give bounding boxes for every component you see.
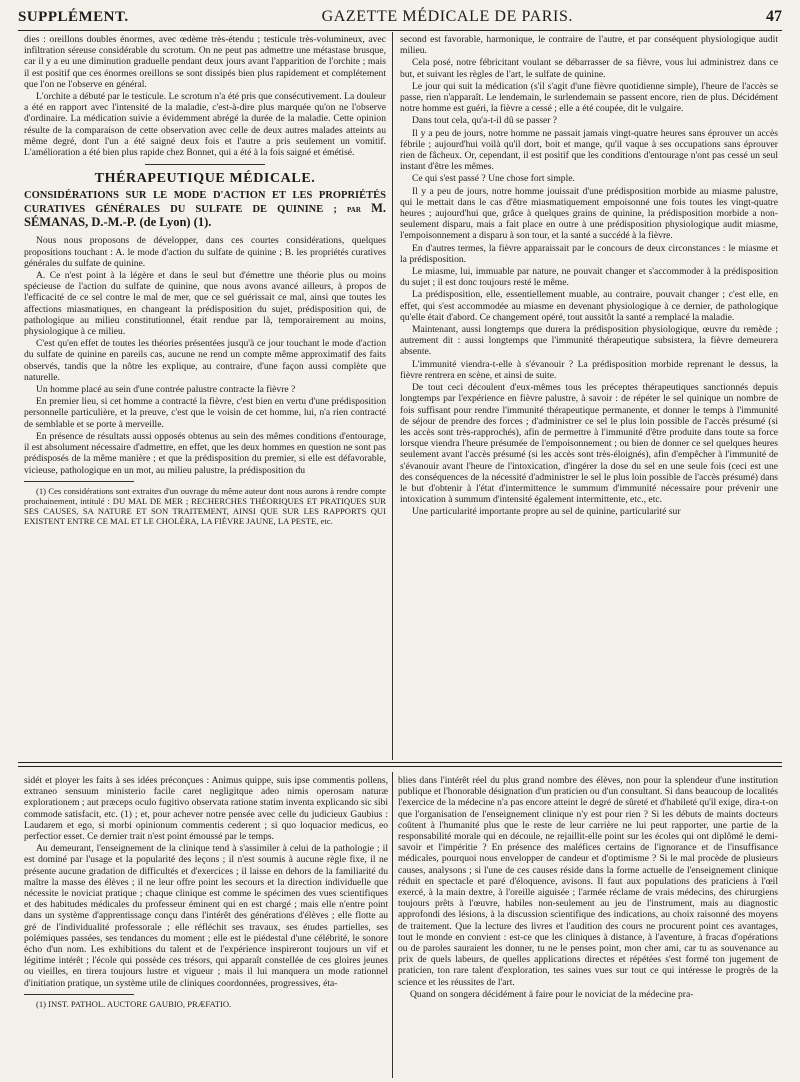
paragraph: De tout ceci découlent d'eux-mêmes tous les préceptes thérapeutiques sanctionnés depuis longtemps par l'expérience en fièvre palustre, à savoir : de répéter le sel quinique un nombre de fois suffisant pour rendre l'immunité thérapeutique permanente, et donner le temps à l'immunité de séjour de prendre des forces ; d'administrer ce sel le plus loin possible de l'accès présumé (si les accès sont très-rapprochés), afin de permettre à l'immunité d'être produite dans toute sa force lorsque viendra l'heure présumée de l'empoisonnement ; ou bien de donner ce sel quelques heures seulement avant l'accès présumé (si les accès sont très-éloignés), afin d'empêcher à l'immunité de s'évanouir avant l'heure de l'intoxication, d'ingérer la dose du sel en une seule fois (ceci est une des conséquences de la nécessité d'administrer le sel le plus loin possible de l'accès présumé) dans le but d'obtenir à l'état d'intermittence le summum d'immunité nécessaire pour prévenir une intoxication à summum d'intensité également intermittente, etc., etc.	[400, 382, 778, 506]
footnote-rule	[24, 481, 134, 482]
section-title: THÉRAPEUTIQUE MÉDICALE.	[94, 171, 316, 187]
paragraph: Une particularité importante propre au sel de quinine, particularité sur	[412, 506, 681, 518]
paragraph: En présence de résultats aussi opposés obtenus au sein des mêmes conditions d'entourage, il est absolument nécessaire d'admettre, en effet, que les deux hommes en question ne sont pas prédisposés de la même manière ; et que la prédisposition du premier, si elle est défavorable, vicieuse, pathologique en un mot, au milieu palustre, la prédisposition du	[24, 430, 386, 476]
paragraph: Quand on songera décidément à faire pour le noviciat de la médecine pra-	[410, 988, 694, 1000]
column-divider-lower	[392, 772, 393, 1078]
paragraph: En d'autres termes, la fièvre apparaissait par le concours de deux circonstances : le miasme et la prédisposition.	[400, 242, 778, 265]
lower-left-column	[24, 775, 388, 1075]
paragraph: La prédisposition, elle, essentiellement muable, au contraire, pouvait changer ; c'est elle, en effet, qui s'est accommodée au miasme en devenant physiologique à ce dernier, de pathologique qu'elle était d'abord. Ce changement opéré, tout aussitôt la santé a remplacé la maladie.	[400, 289, 778, 323]
paragraph: L'orchite a débuté par le testicule. Le scrotum n'a été pris que consécutivement. La douleur a été en rapport avec l'intensité de la maladie, c'est-à-dire plus marquée qu'on ne l'observe d'ordinaire. La médication suivie a évidemment abrégé la durée de la maladie. Cette opinion résulte de la comparaison de cette observation avec celle de deux autres malades atteints au même degré, dont l'un a été saigné deux fois et l'autre a pris seulement un vomitif. L'amélioration a été bien plus rapide chez Bonnet, qui a été à la fois saigné et émétisé.	[24, 91, 386, 159]
paragraph: second est favorable, harmonique, le contraire de l'autre, et par conséquent physiologique audit milieu.	[400, 34, 778, 57]
paragraph: L'immunité viendra-t-elle à s'évanouir ? La prédisposition morbide reprenant le dessus, la fièvre rentrera en scène, et ainsi de suite.	[400, 358, 778, 381]
footnote: (1) Ces considérations sont extraites d'un ouvrage du même auteur dont nous aurons à rendre compte prochainement, intitulé : DU MAL DE MER ; RECHERCHES THÉORIQUES ET PRATIQUES SUR SES CAUSES, SA NATURE ET SON TRAITEMENT, AINSI QUE SUR LES RAPPORTS QUI EXISTENT ENTRE CE MAL ET LE CHOLÉRA, LA FIÈVRE JAUNE, LA PESTE, etc.	[24, 485, 386, 526]
header-page-number: 47	[765, 8, 782, 25]
paragraph: Ce qui s'est passé ? Une chose fort simple.	[412, 173, 575, 185]
lower-right-column	[398, 775, 778, 1075]
footnote: (1) INST. PATHOL. AUCTORE GAUBIO, PRÆFATIO.	[36, 998, 232, 1009]
page-header	[18, 8, 782, 31]
column-divider-upper	[392, 32, 393, 760]
paragraph: Cela posé, notre fébricitant voulant se débarrasser de sa fièvre, vous lui administrez dans ce but, et suivant les règles de l'art, le sulfate de quinine.	[400, 57, 778, 80]
section-divider	[18, 762, 782, 767]
header-supplement: SUPPLÉMENT.	[18, 9, 129, 25]
article-author: M. SÉMANAS, D.-M.-P. (de Lyon) (1).	[24, 201, 386, 230]
paragraph: C'est qu'en effet de toutes les théories présentées jusqu'à ce jour touchant le mode d'action du sulfate de quinine en pareils cas, aucune ne rend un compte même approximatif des faits observés, tandis que la nôtre les explique, au contraire, d'une façon aussi complète que naturelle.	[24, 338, 386, 383]
paragraph: Au demeurant, l'enseignement de la clinique tend à s'assimiler à celui de la pathologie ; il est dominé par l'usage et la popularité des leçons ; il n'est soumis à aucune règle fixe, il ne présente aucune gradation de difficultés et d'exercices ; il laisse en dehors de la familiarité du maître la masse des élèves ; il ne leur offre point les secours et la direction individuelle que nécessite le noviciat pratique ; chaque clinique est comme le spécimen des vues scientifiques et des habitudes médicales du professeur éminent qui en est chargé ; mais elle n'entre point dans un système d'apprentissage conçu dans l'intérêt des générations d'élèves ; elle flotte au gré de l'individualité professorale ; elle réfléchit ses travaux, ses études partielles, ses polémiques passées, ses tendances du moment ; elle est le piédestal d'une célébrité, le sonore écho d'un nom. Les exhibitions du talent et de l'expérience inspireront toujours un vif et légitime intérêt ; l'école qui possède ces trésors, qui apparaît constellée de ces gloires jeunes ou vieilles, en tirera toujours lustre et vigueur ; mais il lui manquera un mode rationnel d'initiation pratique, un système utile de cliniques coordonnées, progressives, éta-	[24, 843, 388, 989]
upper-right-column	[400, 34, 778, 758]
paragraph: Nous nous proposons de développer, dans ces courtes considérations, quelques propositions touchant : A. le mode d'action du sulfate de quinine ; B. les propriétés curatives générales du sulfate de quinine.	[24, 235, 386, 269]
paragraph: Maintenant, aussi longtemps que durera la prédisposition physiologique, œuvre du remède ; autrement dit : aussi longtemps que l'immunité thérapeutique subsistera, la fièvre demeurera absente.	[400, 324, 778, 358]
paragraph: A. Ce n'est point à la légère et dans le seul but d'émettre une théorie plus ou moins spécieuse de l'action du sulfate de quinine, que nous avons avancé ailleurs, à propos de l'efficacité de ce sel contre le mal de mer, que ce sel guérissait ce mal, ainsi que toutes les affections miasmatiques, en changeant la prédisposition du sujet, prédisposition qui, de pathologique au milieu constitutionnel, était rendue par là, temporairement au moins, physiologique à ce milieu.	[24, 270, 386, 338]
article-title-text: CONSIDÉRATIONS SUR LE MODE D'ACTION ET LES PROPRIÉTÉS CURATIVES GÉNÉRALES DU SULFATE DE QUININE ; par	[24, 190, 386, 216]
paragraph: Dans tout cela, qu'a-t-il dû se passer ?	[412, 115, 558, 127]
upper-left-column	[24, 34, 386, 758]
paragraph: blies dans l'intérêt réel du plus grand nombre des élèves, non pour la splendeur d'une institution publique et l'honorable désignation d'un praticien ou d'un consultant. Si dans beaucoup de localités l'exercice de la médecine n'a pas encore atteint le degré de sûreté et d'habileté qu'il exige, dira-t-on que l'organisation de l'enseignement clinique n'y est pour rien ? Si les débuts de maints docteurs coûtent à l'humanité plus que le reste de leur carrière ne lui peut rapporter, une partie de la responsabilité morale qui en découle, ne rejaillit-elle point sur les écoles qui ont diplômé le demi-savoir et l'impéritie ? En présence des maléfices certains de l'ignorance et de l'insuffisance médicales, pourquoi nous envelopper de candeur et d'optimisme ? Si le mal procède de plusieurs causes, analysons ; si l'une de ces causes réside dans la forme actuelle de l'enseignement clinique réduit en spectacle et paré d'éloquence, avisons. Il faut aux populations des praticiens à l'œil exercé, à la main dextre, à l'oreille aiguisée ; l'armée réclame de vrais médecins, des chirurgiens toujours prêts à l'œuvre, habiles non-seulement au jeu de l'instrument, mais au diagnostic approfondi des lésions, à la discussion scientifique des indications, au choix raisonné des moyens de traitement. Que la lecture des livres et l'audition des cours ne procurent point ces avantages, tout le monde en convient : est-ce que les cliniques à distance, à l'aventure, à fracas d'opérations ou de paroles sauraient les donner, tu ne le penses point, mon cher ami, car tu as souvenance au prix de quels labeurs, de quelles applications directes et répétées s'est formé ton jugement de praticien, ton rare talent d'exploration, tes saines vues sur tout ce qui intéresse le progrès de la science et les réussites de l'art.	[398, 775, 778, 988]
header-journal-title: GAZETTE MÉDICALE DE PARIS.	[321, 8, 574, 25]
paragraph: En premier lieu, si cet homme a contracté la fièvre, c'est bien en vertu d'une prédisposition personnelle particulière, et la preuve, c'est que le voisin de cet homme, lui, n'a rien contracté de semblable et se porte à merveille.	[24, 396, 386, 430]
paragraph: Le miasme, lui, immuable par nature, ne pouvait changer et s'accommoder à la prédisposition du sujet ; il est donc toujours resté le même.	[400, 266, 778, 289]
paragraph: Un homme placé au sein d'une contrée palustre contracte la fièvre ?	[36, 384, 296, 396]
article-title	[24, 189, 386, 230]
paragraph: Il y a peu de jours, notre homme ne passait jamais vingt-quatre heures sans éprouver un accès fébrile ; aujourd'hui voilà qu'il dort, boit et mange, qu'il vaque à ses occupations sans éprouver rien de fâcheux. Or, cependant, il est positif que les conditions d'entourage n'ont pas cessé un seul instant d'être les mêmes.	[400, 127, 778, 173]
paragraph: dies : oreillons doubles énormes, avec œdème très-étendu ; testicule très-volumineux, avec infiltration séreuse considérable du scrotum. On ne peut pas admettre une métastase brusque, car il y a eu une diminution graduelle pendant deux jours avant l'apparition de l'orchite ; mais il est positif que ces énormes oreillons se sont dissipés bien plus rapidement et complétement que l'on ne l'observe en général.	[24, 34, 386, 90]
footnote-rule	[24, 994, 134, 995]
paragraph: sidét et ployer les faits à ses idées préconçues : Animus quippe, suis ipse commentis pollens, extraneo sensuum ministerio facile caret negligitque adeo nimis operosam naturæ explorationem ; aut præceps oculo fugitivo observata ratione statim inventa explicando sic sibi commode satisfacit, etc. (1) ; et, pour achever notre pensée avec celle du judicieux Gaubius : Laudarem et ego, si morbi opinionum commentis cederent ; si quo loquacior medicus, eo perfectior esset. Ce dernier trait n'est point émoussé par le temps.	[24, 775, 388, 843]
paragraph: Le jour qui suit la médication (s'il s'agit d'une fièvre quotidienne simple), l'heure de l'accès se passe, rien n'apparaît. Le lendemain, le surlendemain se passent encore, rien de plus. Décidément notre homme est guéri, la fièvre a cessé ; elle a été coupée, dit le vulgaire.	[400, 80, 778, 115]
paragraph: Il y a peu de jours, notre homme jouissait d'une prédisposition morbide au miasme palustre, qui le mettait dans le cas d'être miasmatiquement empoisonné une fois toutes les vingt-quatre heures ; aujourd'hui que, grâce à quelques grains de quinine, la prédisposition morbide a non-seulement disparu, mais a fait place en outre à une prédisposition physiologique audit miasme, l'empoisonnement a disparu à son tour, et la santé a succédé à la fièvre.	[400, 185, 778, 242]
separator	[145, 164, 265, 165]
